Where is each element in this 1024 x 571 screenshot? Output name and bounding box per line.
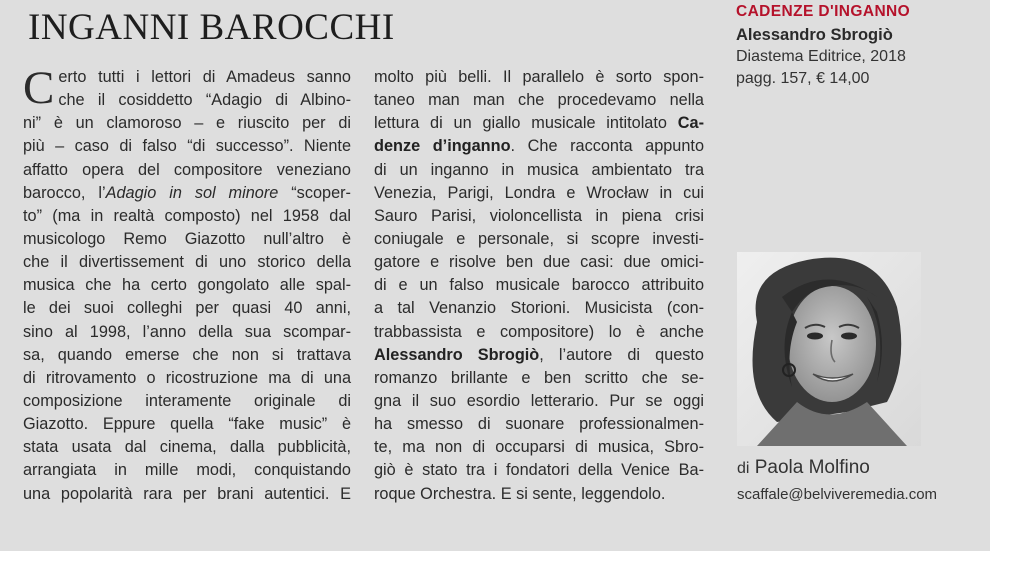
text-line: musicologo Remo Giazotto null’altro è — [23, 229, 351, 248]
text-line: molto più belli. Il parallelo è sorto spon- — [374, 68, 704, 86]
text-line: stata usata dal cinema, dalla pubblicità, — [23, 438, 351, 457]
text-segment: . Che racconta appunto — [510, 137, 704, 156]
text-line: le dei suoi colleghi per quasi 40 anni, — [23, 299, 351, 318]
contact-email: scaffale@belviveremedia.com — [737, 486, 938, 503]
article-byline — [737, 457, 870, 479]
author-name: Alessandro Sbrogiò — [374, 345, 540, 364]
text-line: affatto opera del compositore veneziano — [23, 160, 351, 179]
text-segment: (ma in realtà composto) nel 1958 dal — [52, 206, 351, 225]
text-line — [374, 135, 704, 158]
text-line: musica che ha certo gongolato alle spal- — [23, 276, 351, 295]
text-line: te, ma non di occuparsi di musica, Sbro- — [374, 438, 704, 457]
text-line: più – caso di falso “di successo”. Niente — [23, 137, 351, 156]
book-publisher: Diastema Editrice, 2018 — [736, 48, 906, 65]
article-column-2 — [374, 66, 704, 506]
text-line — [374, 344, 704, 367]
text-line: roque Orchestra. E si sente, leggendolo. — [374, 484, 666, 503]
drop-cap: C — [23, 62, 55, 114]
text-line: arrangiata in mille modi, conquistando — [23, 461, 351, 480]
text-line: di e un falso musicale barocco attribuito — [374, 276, 704, 295]
text-line: Venezia, Parigi, Londra e Wrocław in cui — [374, 183, 704, 202]
text-segment: barocco, l’ — [23, 183, 106, 202]
byline-author: Paola Molfino — [754, 457, 870, 478]
text-line: di un inganno in musica ambientato tra — [374, 160, 704, 179]
text-line: ha smesso di suonare professionalmen- — [374, 415, 704, 434]
text-line: coniugale e personale, si scopre investi- — [374, 229, 704, 248]
text-line: erto tutti i lettori di Amadeus sanno — [58, 68, 351, 86]
book-title: Ca- — [677, 114, 704, 133]
book-author: Alessandro Sbrogiò — [736, 26, 893, 44]
text-line: a tal Venanzio Storioni. Musicista (con- — [374, 299, 704, 318]
text-segment: , l’autore di questo — [539, 345, 704, 364]
text-line: Giazotto. Eppure quella “fake music” è — [23, 415, 351, 434]
article-column-1 — [23, 62, 351, 506]
text-line: trabbassista e compositore) lo è anche — [374, 322, 704, 341]
text-line: taneo man man che procedevamo nella — [374, 91, 704, 110]
text-line: romanzo brillante e ben scritto che se- — [374, 368, 704, 387]
text-line: di ritrovamento o ricostruzione ma di una — [23, 368, 351, 387]
text-segment: ” — [36, 206, 43, 225]
text-line: gna il suo esordio letterario. Pur se oggi — [374, 391, 704, 410]
book-title-kicker: CADENZE D'INGANNO — [736, 3, 911, 20]
text-segment: “scoper- — [278, 183, 351, 202]
text-line: Sauro Parisi, violoncellista in piena crisi — [374, 206, 704, 225]
text-line — [23, 182, 351, 205]
portrait-image — [737, 252, 921, 446]
article-headline: INGANNI BAROCCHI — [28, 7, 395, 48]
book-info-box — [736, 0, 976, 90]
text-segment: to — [23, 206, 37, 225]
byline-prefix: di — [737, 460, 750, 477]
text-line — [374, 112, 704, 135]
text-segment: lettura di un giallo musicale intitolato — [374, 114, 678, 133]
book-title: denze d’inganno — [374, 137, 511, 156]
text-line: che il divertissement di uno storico della — [23, 253, 351, 272]
text-line: gatore e risolve ben due casi: due omici- — [374, 253, 704, 272]
text-line: sa, quando emerse che non si trattava — [23, 345, 351, 364]
text-line: sino al 1998, l’anno della sua scompar- — [23, 322, 351, 341]
text-line: una popolarità rara per brani autentici. E — [23, 484, 351, 503]
work-title: Adagio in sol minore — [105, 183, 279, 202]
text-line: che il cosiddetto “Adagio di Albino- — [58, 91, 351, 110]
text-line: composizione interamente originale di — [23, 391, 351, 410]
book-pages-price: pagg. 157, € 14,00 — [736, 70, 870, 87]
text-line: giò è stato tra i fondatori della Venice Ba- — [374, 461, 704, 480]
author-photo — [737, 252, 921, 446]
text-line: ni” è un clamoroso – e riuscito per di — [23, 114, 351, 133]
text-line — [23, 205, 351, 228]
